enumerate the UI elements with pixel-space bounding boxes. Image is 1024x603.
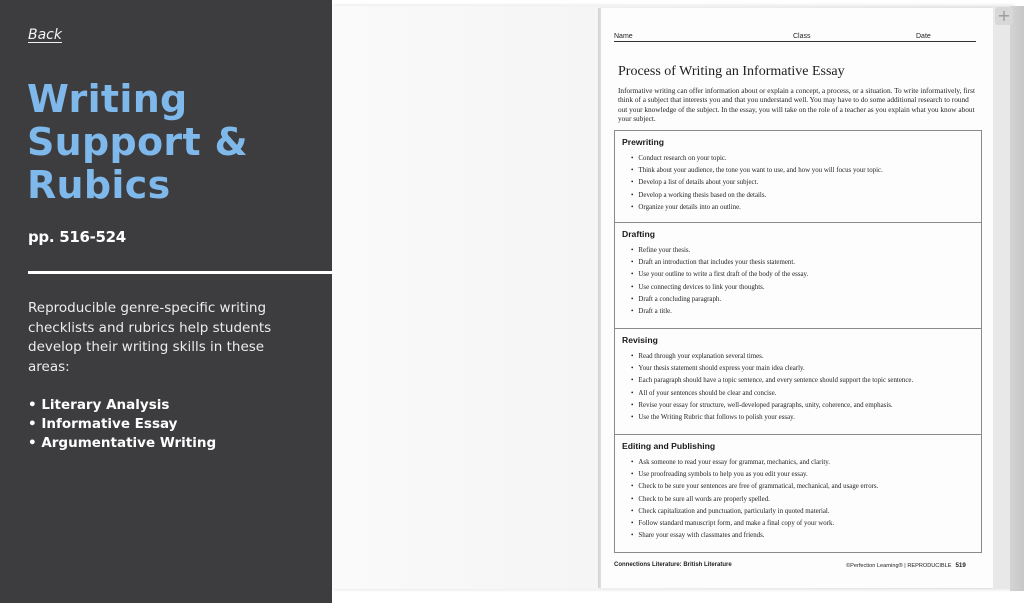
list-item: • Your thesis statement should express your main idea clearly.: [631, 363, 913, 375]
list-item: • Conduct research on your topic.: [631, 153, 883, 165]
list-item: • Develop a working thesis based on the details.: [631, 190, 883, 202]
section-title: Editing and Publishing: [622, 441, 716, 451]
section-list: [631, 245, 808, 318]
list-item: • Check to be sure all words are properly spelled.: [631, 494, 878, 506]
footer-copyright-text: ©Perfection Learning® | REPRODUCIBLE: [846, 563, 952, 569]
sidebar: [0, 0, 332, 603]
list-item: • Use your outline to write a first draft of the body of the essay.: [631, 269, 808, 281]
header-line: [614, 41, 976, 42]
footer-book-title: Connections Literature: British Literature: [614, 562, 732, 568]
document-intro: Informative writing can offer information about or explain a concept, a process, or a situation. To write informatively, first think of a subject that interests you and that you understand well. You may have to do some additional research to round out your knowledge of the subject. In the essay, you will take on the role of a teacher as you explain what you know about your subject.: [618, 86, 975, 124]
section-title: Drafting: [622, 229, 655, 239]
section-drafting: [614, 222, 982, 329]
list-item: • All of your sentences should be clear and concise.: [631, 388, 913, 400]
scan-edge: [1010, 6, 1024, 591]
list-item: • Ask someone to read your essay for grammar, mechanics, and clarity.: [631, 457, 878, 469]
list-item: • Revise your essay for structure, well-developed paragraphs, unity, coherence, and emphasis.: [631, 400, 913, 412]
area-item: • Argumentative Writing: [28, 435, 217, 451]
list-item: • Think about your audience, the tone you want to use, and how you will focus your topic.: [631, 165, 883, 177]
list-item: • Use proofreading symbols to help you as you edit your essay.: [631, 469, 878, 481]
list-item: • Check to be sure your sentences are free of grammatical, mechanical, and usage errors.: [631, 481, 878, 493]
header-class-label: Class: [793, 33, 811, 40]
section-prewriting: [614, 130, 982, 223]
list-item: • Draft an introduction that includes your thesis statement.: [631, 257, 808, 269]
list-item: • Organize your details into an outline.: [631, 202, 883, 214]
section-list: [631, 153, 883, 214]
list-item: • Share your essay with classmates and friends.: [631, 530, 878, 542]
list-item: • Read through your explanation several times.: [631, 351, 913, 363]
page-range: pp. 516-524: [28, 228, 126, 246]
document-title: Process of Writing an Informative Essay: [618, 64, 845, 79]
header-name-label: Name: [614, 33, 633, 40]
section-title: Prewriting: [622, 137, 665, 147]
area-item: • Literary Analysis: [28, 397, 170, 413]
list-item: • Draft a title.: [631, 306, 808, 318]
footer-copyright: [846, 562, 966, 569]
section-list: [631, 351, 913, 424]
page-title: Writing Support & Rubics: [27, 77, 248, 207]
areas-list: [28, 396, 216, 453]
header-date-label: Date: [916, 33, 931, 40]
page-number: 519: [955, 562, 966, 569]
description: Reproducible genre-specific writing checklists and rubrics help students develop their writing skills in these areas:: [28, 300, 272, 375]
section-list: [631, 457, 878, 542]
section-revising: [614, 328, 982, 435]
list-item: • Use the Writing Rubric that follows to polish your essay.: [631, 412, 913, 424]
divider: [28, 271, 332, 274]
list-item: • Develop a list of details about your subject.: [631, 177, 883, 189]
list-item: • Refine your thesis.: [631, 245, 808, 257]
list-item: • Use connecting devices to link your thoughts.: [631, 282, 808, 294]
section-title: Revising: [622, 335, 658, 345]
list-item: • Check capitalization and punctuation, particularly in quoted material.: [631, 506, 878, 518]
list-item: • Draft a concluding paragraph.: [631, 294, 808, 306]
zoom-in-icon[interactable]: +: [995, 7, 1013, 25]
list-item: • Each paragraph should have a topic sentence, and every sentence should support the topic sentence.: [631, 375, 913, 387]
area-item: • Informative Essay: [28, 416, 178, 432]
back-link[interactable]: Back: [28, 27, 62, 43]
section-editing-publishing: [614, 434, 982, 553]
list-item: • Follow standard manuscript form, and make a final copy of your work.: [631, 518, 878, 530]
